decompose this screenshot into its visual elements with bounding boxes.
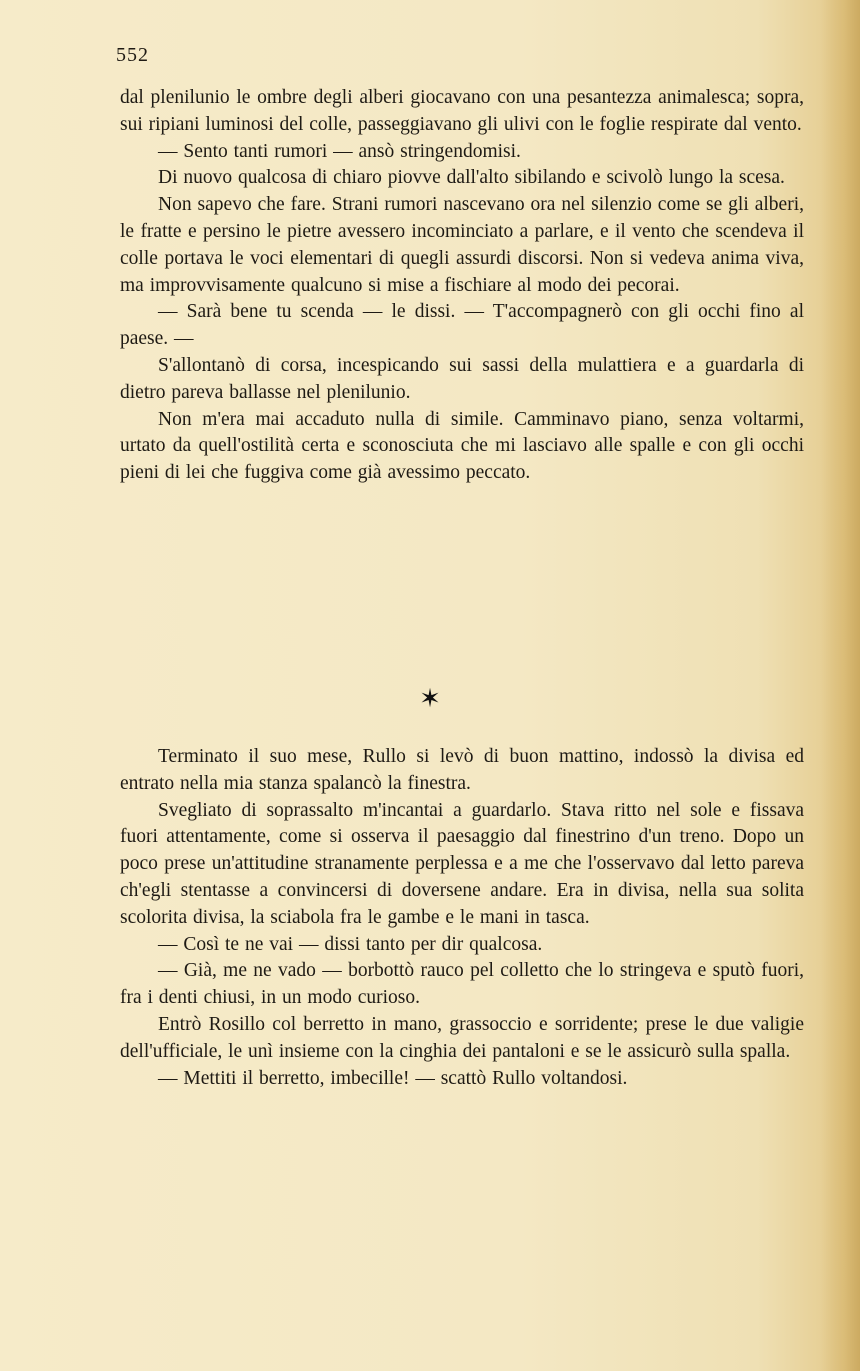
paragraph: — Sento tanti rumori — ansò stringendomisi. xyxy=(158,140,521,162)
paragraph: Non sapevo che fare. Strani rumori nascevano ora nel silenzio come se gli alberi, le fratte e persino le pietre avessero incominciato a parlare, e il vento che scendeva il colle portava le voci elementari di quegli assurdi discorsi. Non si vedeva anima viva, ma improvvisamente qualcuno si mise a fischiare al modo dei pecorai. xyxy=(120,194,804,296)
text-section-1 xyxy=(120,85,804,487)
section-separator-asterisk: ✶ xyxy=(419,684,441,714)
paragraph: Terminato il suo mese, Rullo si levò di buon mattino, indossò la divisa ed entrato nella mia stanza spalancò la finestra. xyxy=(120,746,804,794)
paragraph: — Mettiti il berretto, imbecille! — scattò Rullo voltandosi. xyxy=(158,1067,628,1089)
paragraph: — Così te ne vai — dissi tanto per dir qualcosa. xyxy=(158,933,543,955)
paragraph: — Già, me ne vado — borbottò rauco pel colletto che lo stringeva e sputò fuori, fra i denti chiusi, in un modo curioso. xyxy=(120,960,804,1009)
paragraph: Svegliato di soprassalto m'incantai a guardarlo. Stava ritto nel sole e fissava fuori attentamente, come si osserva il paesaggio dal finestrino d'un treno. Dopo un poco prese un'attitudine stranamente perplessa e a me che l'osservavo dal letto pareva ch'egli stentasse a convincersi di doversene andare. Era in divisa, nella sua solita scolorita divisa, la sciabola fra le gambe e le mani in tasca. xyxy=(120,799,804,928)
paragraph: S'allontanò di corsa, incespicando sui sassi della mulattiera e a guardarla di dietro pareva ballasse nel plenilunio. xyxy=(120,354,804,403)
paragraph: Di nuovo qualcosa di chiaro piovve dall'alto sibilando e scivolò lungo la scesa. xyxy=(158,167,785,189)
paragraph: dal plenilunio le ombre degli alberi giocavano con una pesantezza animalesca; sopra, sui ripiani luminosi del colle, passeggiavano gli ulivi con le foglie respirate dal vento. xyxy=(120,87,804,135)
page-number: 552 xyxy=(116,44,149,66)
paragraph: Non m'era mai accaduto nulla di simile. Camminavo piano, senza voltarmi, urtato da quell'ostilità certa e sconosciuta che mi lasciavo alle spalle e con gli occhi pieni di lei che fuggiva come già avessimo peccato. xyxy=(120,408,804,484)
paragraph: Entrò Rosillo col berretto in mano, grassoccio e sorridente; prese le due valigie dell'ufficiale, le unì insieme con la cinghia dei pantaloni e se le assicurò sulla spalla. xyxy=(120,1013,804,1062)
paragraph: — Sarà bene tu scenda — le dissi. — T'accompagnerò con gli occhi fino al paese. — xyxy=(120,301,804,350)
text-section-2 xyxy=(120,744,804,1092)
